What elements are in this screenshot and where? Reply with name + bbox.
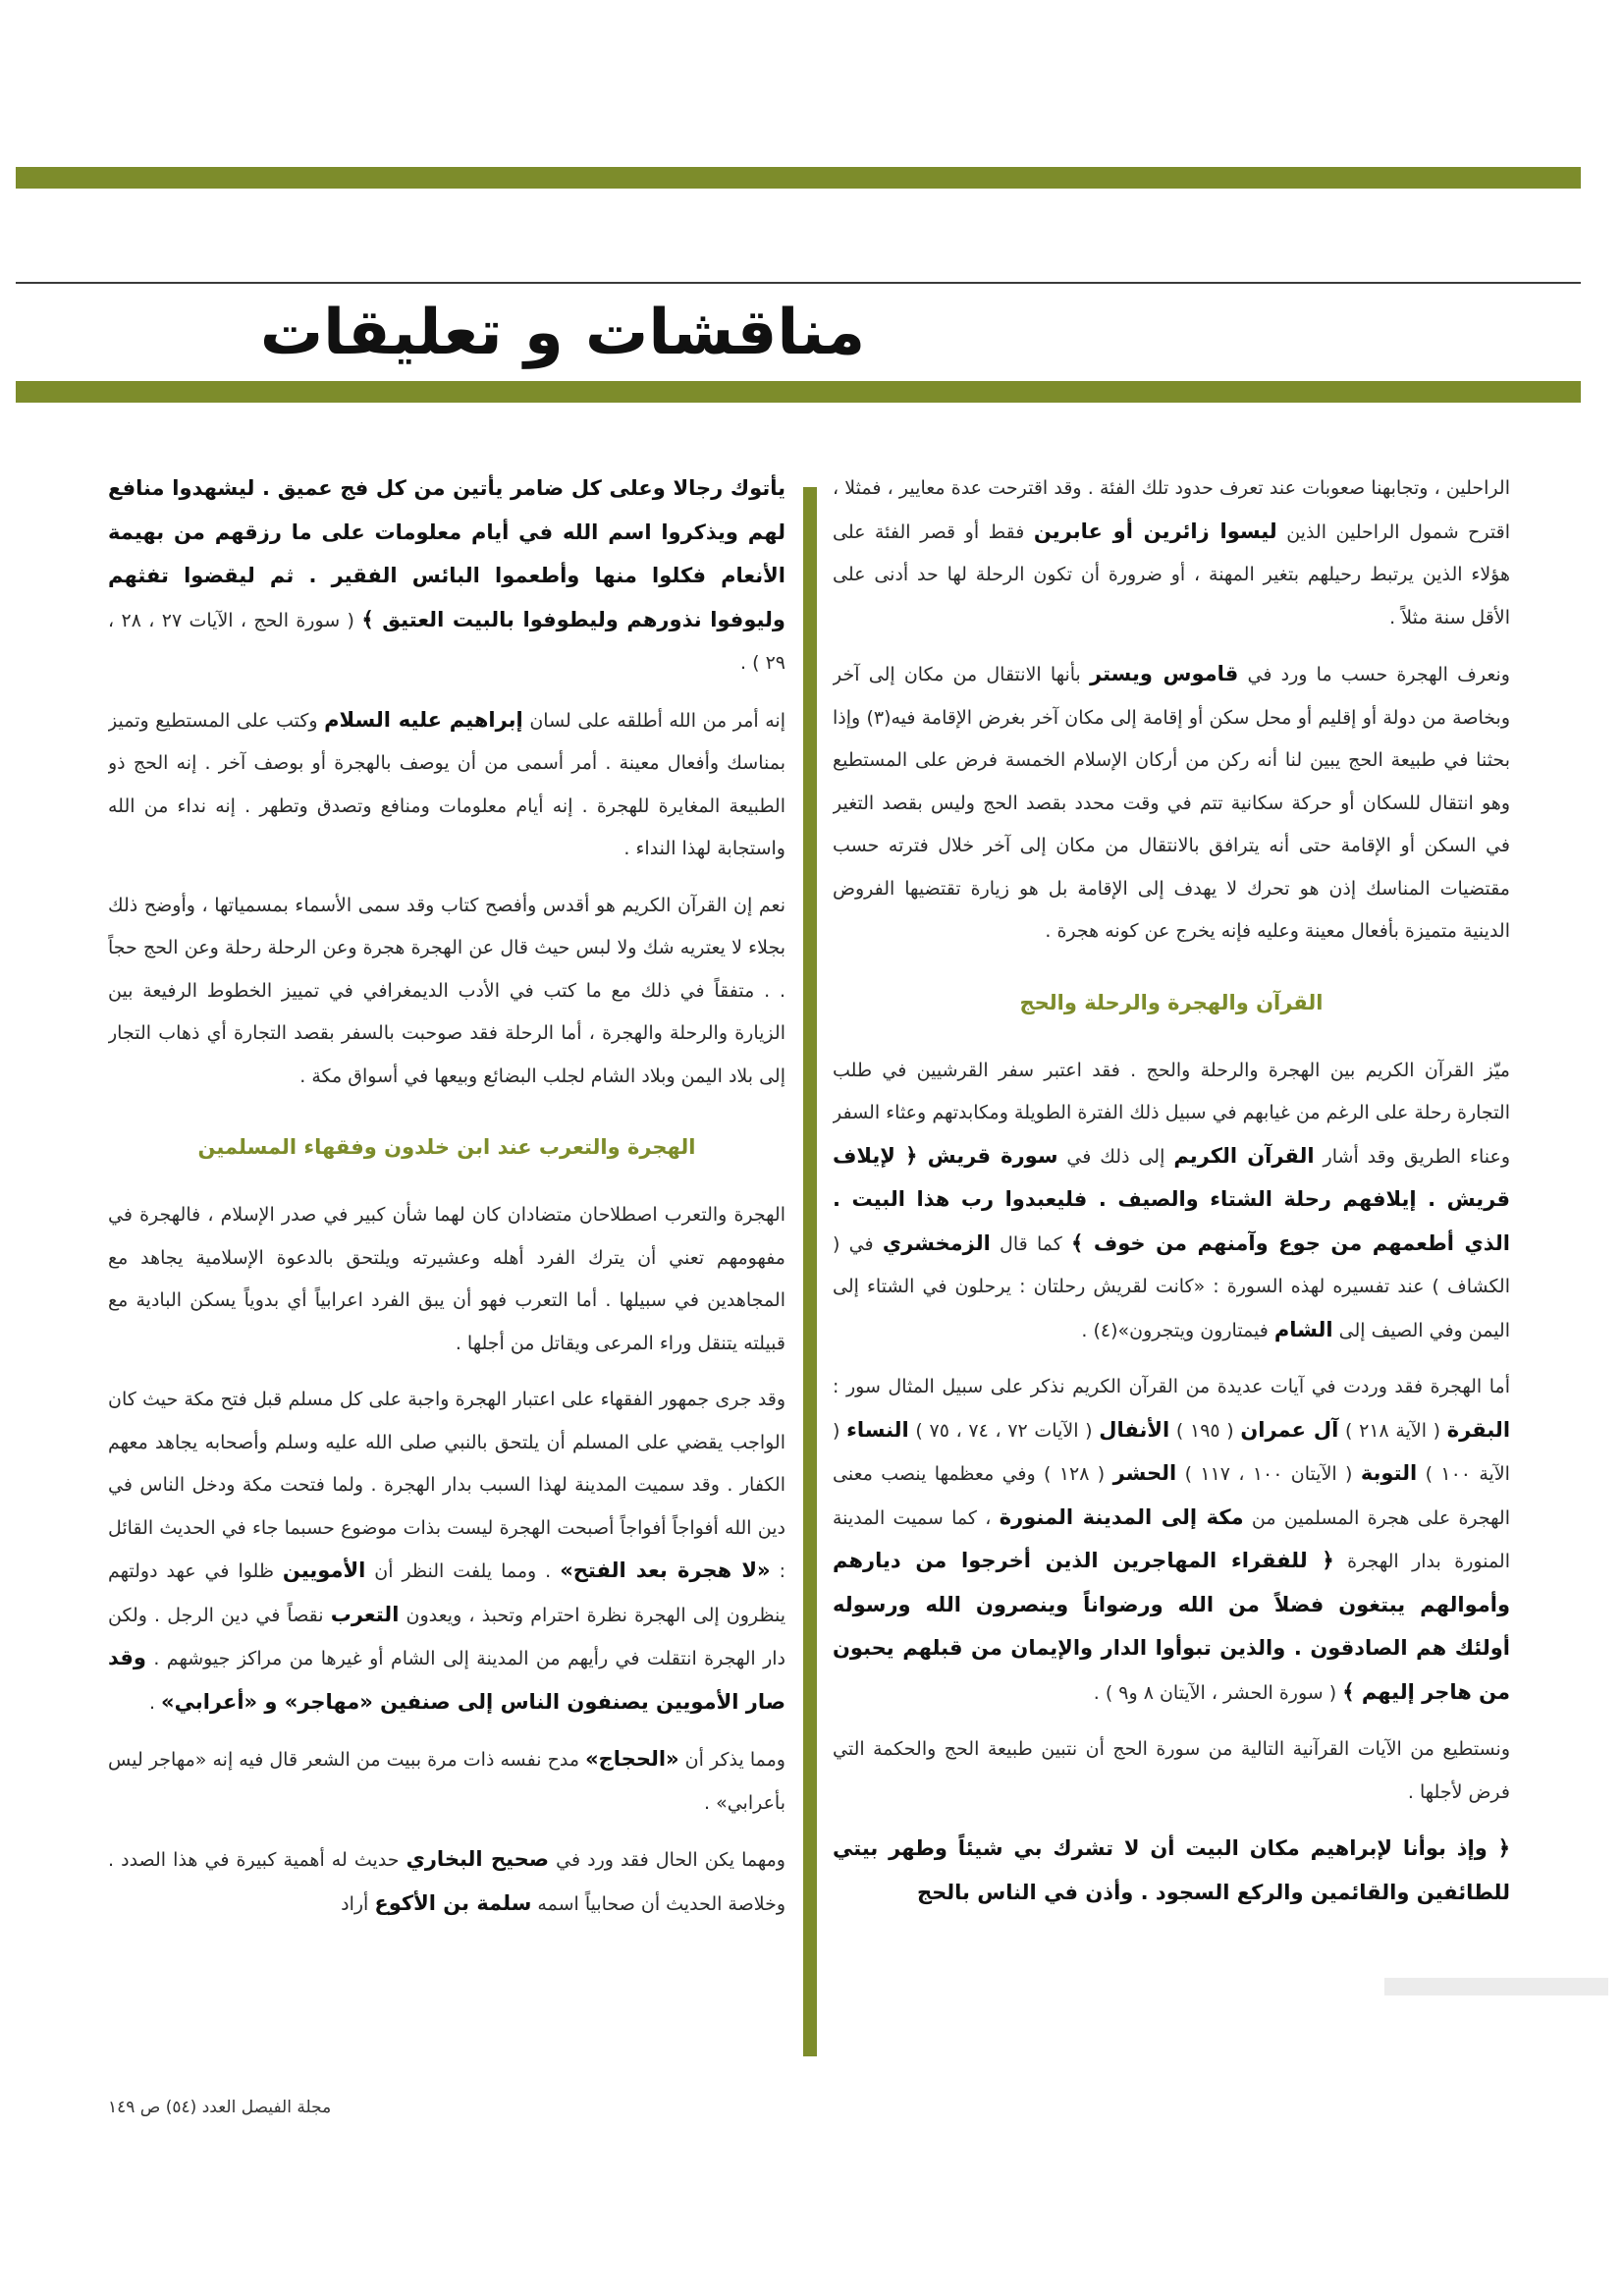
paragraph: أما الهجرة فقد وردت في آيات عديدة من القرآن الكريم نذكر على سبيل المثال سور : البقرة ( الآية ٢١٨ ) آل عمران ( ١٩٥ ) الأنفال ( الآيات ٧٢ ، ٧٤ ، ٧٥ ) النساء ( الآية ١٠٠ ) التوبة ( الآيتان ١٠٠ ، ١١٧ ) الحشر ( ١٢٨ ) وفي معظمها ينصب معنى الهجرة على هجرة المسلمين من مكة إلى المدينة المنورة ، كما سميت المدينة المنورة بدار الهجرة ﴿ للفقراء المهاجرين الذين أخرجوا من ديارهم وأموالهم يبتغون فضلاً من الله ورضواناً وينصرون الله ورسوله أولئك هم الصادقون . والذين تبوأوا الدار والإيمان من قبلهم يحبون من هاجر إليهم ﴾ ( سورة الحشر ، الآيتان ٨ و٩ ) .	[833, 1376, 1510, 1704]
paragraph: يأتوك رجالا وعلى كل ضامر يأتين من كل فج عميق . ليشهدوا منافع لهم ويذكروا اسم الله في أيام معلومات على ما رزقهم من بهيمة الأنعام فكلوا منها وأطعموا البائس الفقير . ثم ليقضوا تفثهم وليوفوا نذورهم وليطوفوا بالبيت العتيق ﴾ ( سورة الحج ، الآيات ٢٧ ، ٢٨ ، ٢٩ ) .	[108, 476, 785, 674]
quran-quote: ﴿ للفقراء المهاجرين الذين أخرجوا من ديارهم وأموالهم يبتغون فضلاً من الله ورضواناً وينصرون الله ورسوله أولئك هم الصادقون . والذين تبوأوا الدار والإيمان من قبلهم يحبون من هاجر إليهم ﴾	[833, 1549, 1510, 1704]
emphasis: قاموس ويستر	[1090, 662, 1239, 685]
paragraph: ميّز القرآن الكريم بين الهجرة والرحلة والحج . فقد اعتبر سفر القرشيين في طلب التجارة رحلة على الرغم من غيابهم في سبيل ذلك الفترة الطويلة ومكابدتهم وعثاء السفر وعناء الطريق وقد أشار القرآن الكريم إلى ذلك في سورة قريش ﴿ لإيلاف قريش . إيلافهم رحلة الشتاء والصيف . فليعبدوا رب هذا البيت . الذي أطعمهم من جوع وآمنهم من خوف ﴾ كما قال الزمخشري في ( الكشاف ) عند تفسيره لهذه السورة : «كانت لقريش رحلتان : يرحلون في الشتاء إلى اليمن وفي الصيف إلى الشام فيمتارون ويتجرون»(٤) .	[833, 1059, 1510, 1341]
column-divider	[803, 487, 817, 2056]
right-column	[833, 467, 1510, 2068]
paragraph: ومما يذكر أن «الحجاج» مدح نفسه ذات مرة ببيت من الشعر قال فيه إنه «مهاجر ليس بأعرابي» .	[108, 1747, 785, 1814]
header-accent-bar	[16, 381, 1581, 403]
quran-quote: ﴿ وإذ بوأنا لإبراهيم مكان البيت أن لا تشرك بي شيئاً وطهر بيتي للطائفين والقائمين والركع السجود . وأذن في الناس بالحج	[833, 1836, 1510, 1904]
paragraph: الهجرة والتعرب اصطلاحان متضادان كان لهما شأن كبير في صدر الإسلام ، فالهجرة في مفهومهم تعني أن يترك الفرد أهله وعشيرته ويلتحق بالدعوة الإسلامية يجاهد مع المجاهدين في سبيلها . أما التعرب فهو أن يبق الفرد اعرابياً أي بدوياً يسكن البادية مع قبيلته يتنقل وراء المرعى ويقاتل من أجلها .	[108, 1204, 785, 1354]
paragraph: ونستطيع من الآيات القرآنية التالية من سورة الحج أن نتبين طبيعة الحج والحكمة التي فرض لأجلها .	[833, 1738, 1510, 1803]
quran-quote: سورة قريش ﴿ لإيلاف قريش . إيلافهم رحلة الشتاء والصيف . فليعبدوا رب هذا البيت . الذي أطعمهم من جوع وآمنهم من خوف ﴾	[833, 1143, 1510, 1255]
scan-artifact	[1384, 1978, 1608, 1995]
subheading: الهجرة والتعرب عند ابن خلدون وفقهاء المسلمين	[197, 1135, 696, 1159]
paragraph: ومهما يكن الحال فقد ورد في صحيح البخاري حديث له أهمية كبيرة في هذا الصدد . وخلاصة الحديث أن صحابياً اسمه سلمة بن الأكوع أراد	[108, 1847, 785, 1915]
page-footer-citation: مجلة الفيصل العدد (٥٤) ص ١٤٩	[108, 2098, 332, 2117]
left-column	[108, 467, 785, 2068]
emphasis: ليسوا زائرين أو عابرين	[1033, 519, 1277, 543]
quran-quote: يأتوك رجالا وعلى كل ضامر يأتين من كل فج عميق . ليشهدوا منافع لهم ويذكروا اسم الله في أيام معلومات على ما رزقهم من بهيمة الأنعام فكلوا منها وأطعموا البائس الفقير . ثم ليقضوا تفثهم وليوفوا نذورهم وليطوفوا بالبيت العتيق ﴾	[108, 476, 785, 631]
top-accent-bar	[16, 167, 1581, 189]
paragraph: نعم إن القرآن الكريم هو أقدس وأفصح كتاب وقد سمى الأسماء بمسمياتها ، وأوضح ذلك بجلاء لا يعتريه شك ولا لبس حيث قال عن الهجرة هجرة وعن الرحلة رحلة وعن الحج حجاً . . متفقاً في ذلك مع ما كتب في الأدب الديمغرافي في تمييز الخطوط الرفيعة بين الزيارة والرحلة والهجرة ، أما الرحلة فقد صوحبت بالسفر بقصد التجارة أي ذهاب التجار إلى بلاد اليمن وبلاد الشام لجلب البضائع وبيعها في أسواق مكة .	[108, 894, 785, 1087]
header-rule	[16, 282, 1581, 284]
section-title: مناقشات و تعليقات	[259, 297, 866, 369]
subheading: القرآن والهجرة والرحلة والحج	[1019, 990, 1324, 1014]
paragraph: إنه أمر من الله أطلقه على لسان إبراهيم عليه السلام وكتب على المستطيع وتميز بمناسك وأفعال معينة . أمر أسمى من أن يوصف بالهجرة أو بوصف آخر . إنه الحج ذو الطبيعة المغايرة للهجرة . إنه أيام معلومات ومنافع وتصدق وتطهر . إنه نداء من الله واستجابة لهذا النداء .	[108, 707, 785, 859]
paragraph: ونعرف الهجرة حسب ما ورد في قاموس ويستر بأنها الانتقال من مكان إلى آخر وبخاصة من دولة أو إقليم أو محل سكن أو إقامة إلى مكان آخر بغرض الإقامة فيه(٣) وإذا بحثنا في طبيعة الحج يبين لنا أنه ركن من أركان الإسلام الخمسة فرض على المستطيع وهو انتقال للسكان أو حركة سكانية تتم في وقت محدد بقصد الحج وليس بقصد التغير في السكن أو الإقامة حتى أنه يترافق بالانتقال من مكان إلى آخر خلال فترته حسب مقتضيات المناسك إذن هو تحرك لا يهدف إلى الإقامة بل هو زيارة تقتضيها الفروض الدينية متميزة بأفعال معينة وعليه فإنه يخرج عن كونه هجرة .	[833, 662, 1510, 942]
paragraph: الراحلين ، وتجابهنا صعوبات عند تعرف حدود تلك الفئة . وقد اقترحت عدة معايير ، فمثلا ، اقترح شمول الراحلين الذين ليسوا زائرين أو عابرين فقط أو قصر الفئة على هؤلاء الذين يرتبط رحيلهم بتغير المهنة ، أو ضرورة أن تكون الرحلة لها حد أدنى على الأقل سنة مثلاً .	[833, 477, 1510, 629]
paragraph: وقد جرى جمهور الفقهاء على اعتبار الهجرة واجبة على كل مسلم قبل فتح مكة حيث كان الواجب يقضي على المسلم أن يلتحق بالنبي صلى الله عليه وسلم وأصحابه يجاهد معهم الكفار . وقد سميت المدينة لهذا السبب بدار الهجرة . ولما فتحت مكة ودخل الناس في دين الله أفواجاً أفواجاً أصبحت الهجرة ليست بذات موضوع حسبما جاء في الحديث القائل : «لا هجرة بعد الفتح» . ومما يلفت النظر أن الأمويين ظلوا في عهد دولتهم ينظرون إلى الهجرة نظرة احترام وتحبذ ، ويعدون التعرب نقصاً في دين الرجل . ولكن دار الهجرة انتقلت في رأيهم من المدينة إلى الشام أو غيرها من مراكز جيوشهم . وقد صار الأمويين يصنفون الناس إلى صنفين «مهاجر» و «أعرابي» .	[108, 1389, 785, 1714]
